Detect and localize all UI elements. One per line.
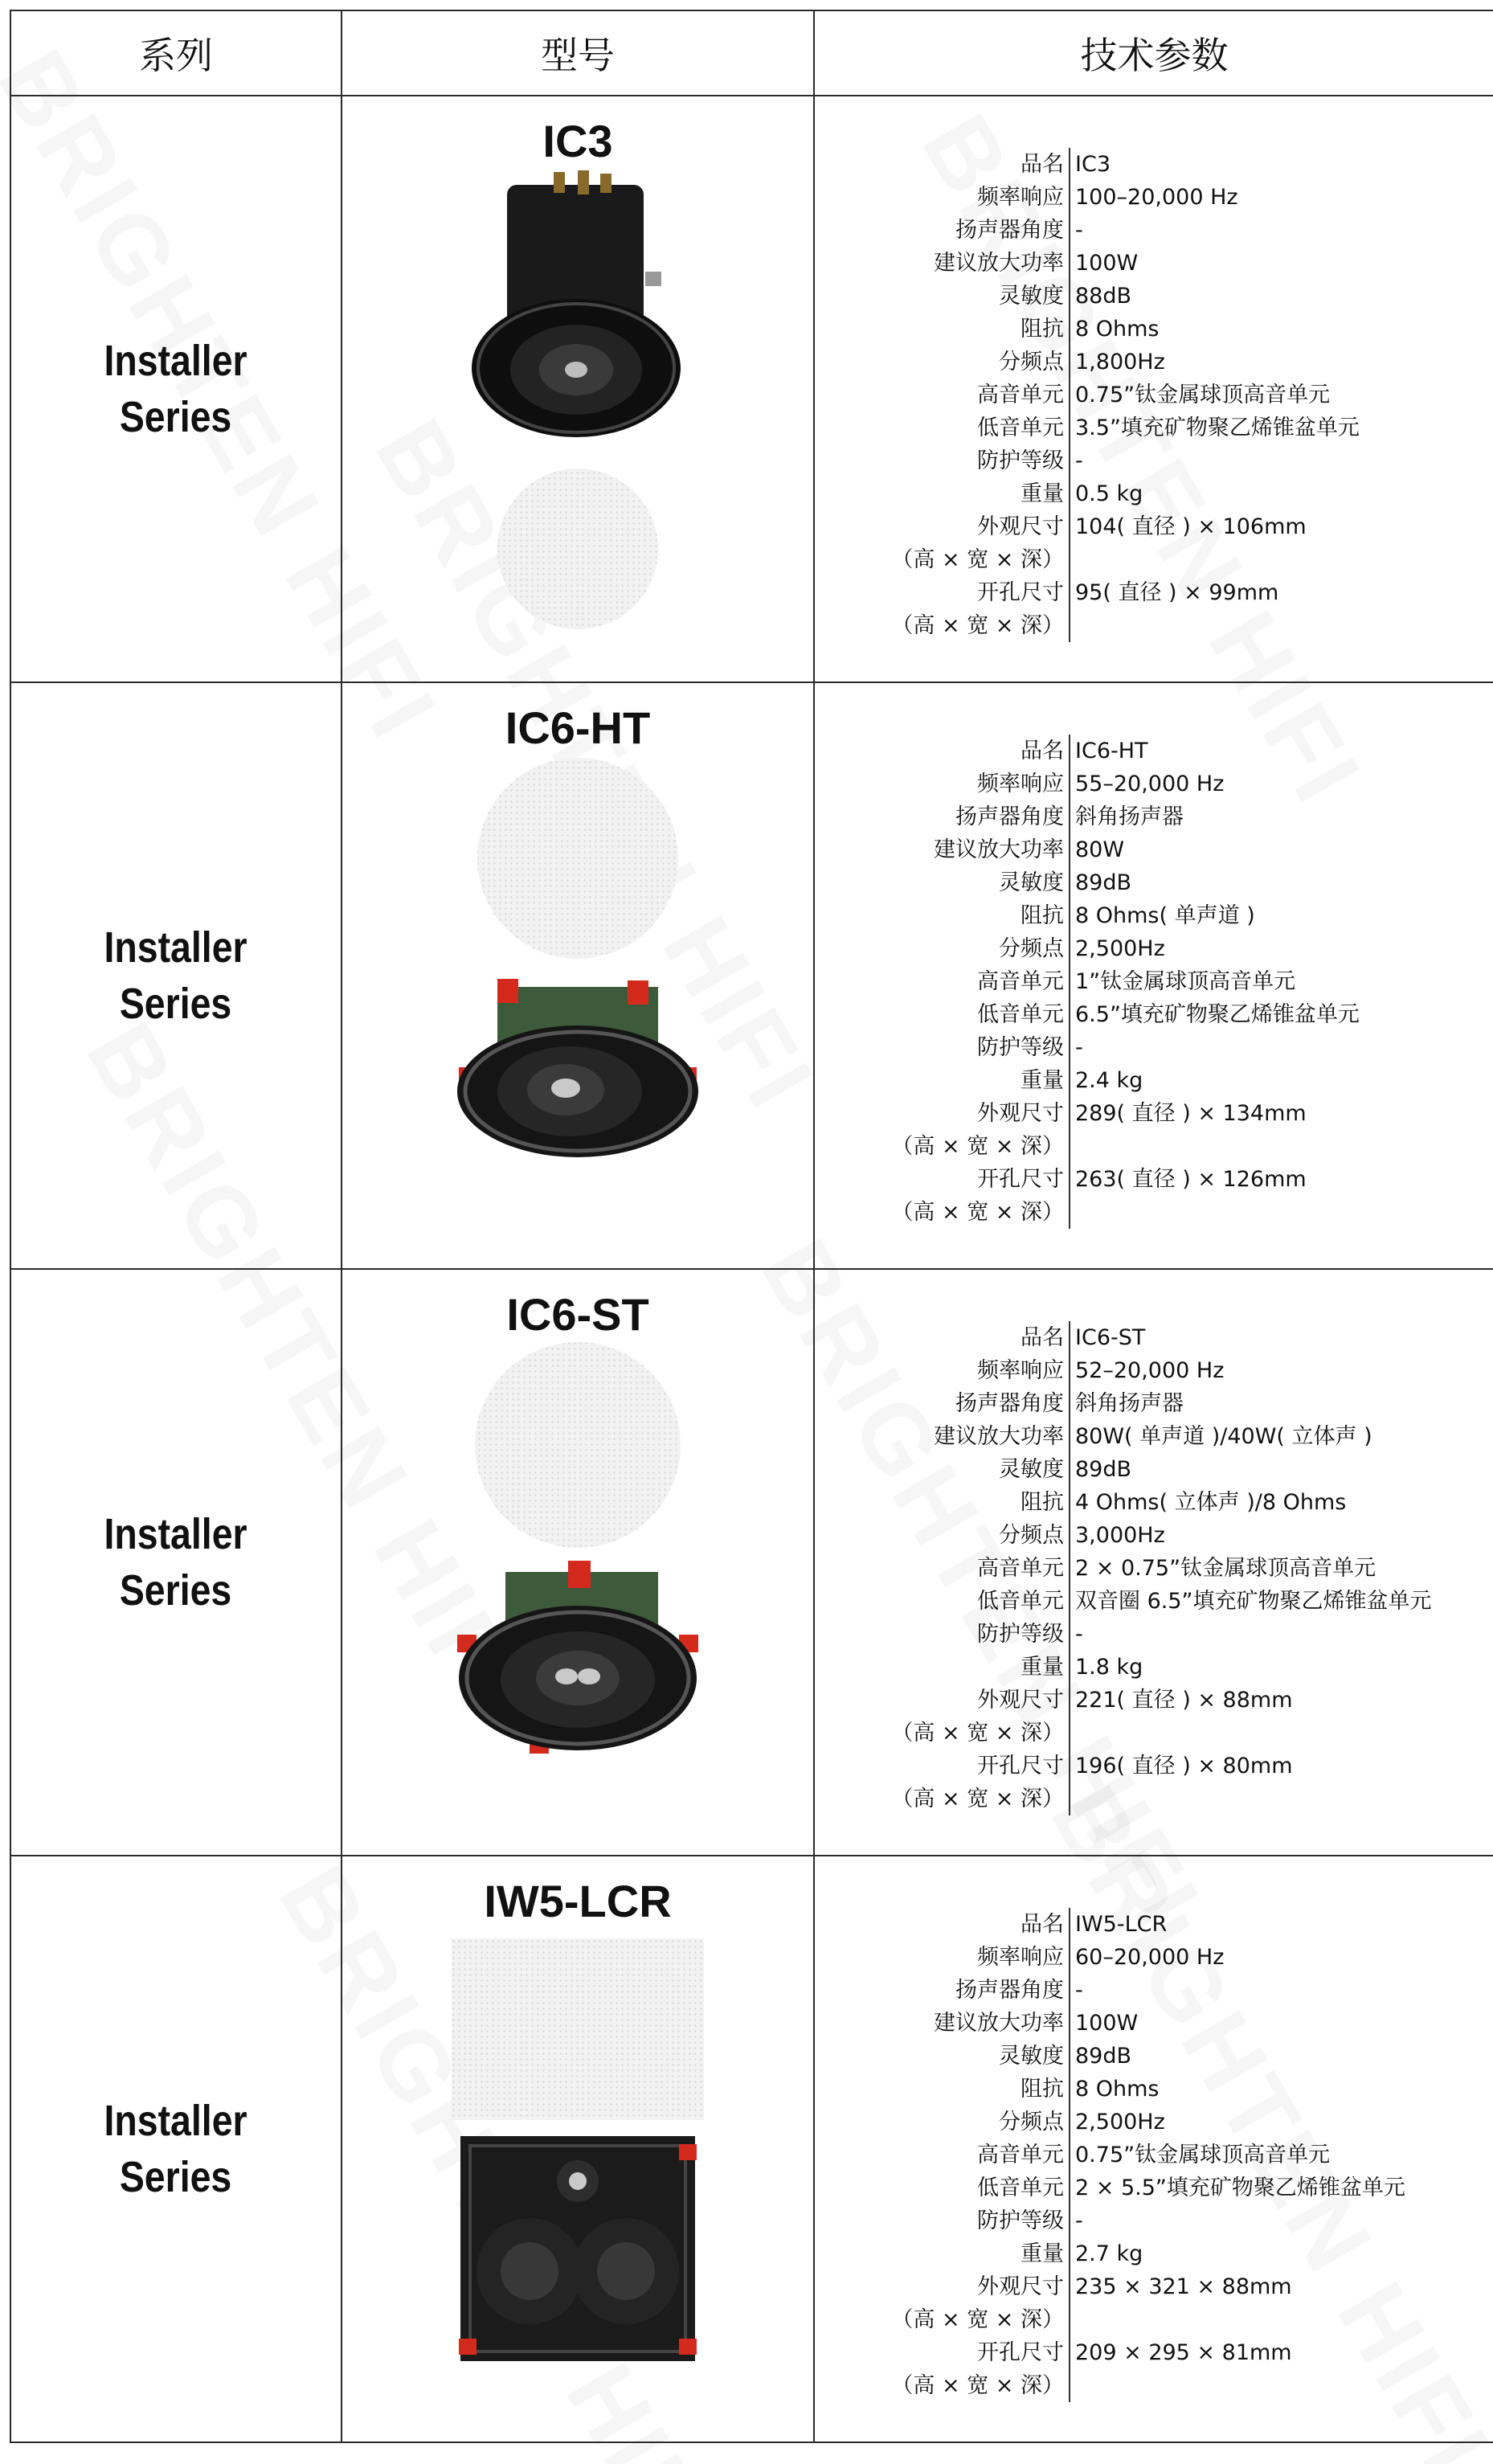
- spec-label: 防护等级: [815, 2204, 1070, 2237]
- spec-value: 2 × 5.5”填充矿物聚乙烯锥盆单元: [1075, 2175, 1405, 2200]
- spec-value: 4 Ohms( 立体声 )/8 Ohms: [1075, 1490, 1347, 1515]
- spec-label: 高音单元: [815, 1552, 1070, 1585]
- spec-value: 289( 直径 ) × 134mm: [1075, 1101, 1307, 1126]
- spec-label: 分频点: [815, 2106, 1070, 2139]
- spec-value: 1,800Hz: [1075, 350, 1165, 375]
- spec-label: 建议放大功率: [815, 2007, 1070, 2040]
- spec-value: 1.8 kg: [1075, 1655, 1143, 1680]
- spec-label: 频率响应: [815, 1354, 1070, 1387]
- spec-label: 外观尺寸 （高 × 宽 × 深）: [815, 510, 1070, 576]
- spec-value: -: [1075, 448, 1083, 473]
- spec-value: 89dB: [1075, 1457, 1132, 1482]
- spec-label: 重量: [815, 2237, 1070, 2270]
- spec-label: 开孔尺寸 （高 × 宽 × 深）: [815, 1750, 1070, 1815]
- series-name: Installer Series: [104, 923, 248, 1028]
- spec-table: [10, 10, 1493, 2443]
- spec-value: 80W: [1075, 837, 1125, 862]
- spec-label: 开孔尺寸 （高 × 宽 × 深）: [815, 2336, 1070, 2402]
- spec-label: 扬声器角度: [815, 800, 1070, 833]
- spec-value: 6.5”填充矿物聚乙烯锥盆单元: [1075, 1002, 1360, 1027]
- table-row: [10, 682, 1493, 1269]
- spec-label: 扬声器角度: [815, 1387, 1070, 1420]
- spec-label: 高音单元: [815, 965, 1070, 998]
- spec-value: 2,500Hz: [1075, 936, 1165, 961]
- spec-value: 89dB: [1075, 2044, 1132, 2069]
- table-row: [10, 1269, 1493, 1856]
- spec-value: 2.4 kg: [1075, 1068, 1143, 1093]
- model-cell: [342, 1856, 814, 2442]
- spec-label: 建议放大功率: [815, 247, 1070, 280]
- spec-value: -: [1075, 1035, 1083, 1060]
- spec-value: 0.75”钛金属球顶高音单元: [1075, 2143, 1331, 2167]
- model-name: IC6-ST: [506, 1289, 649, 1340]
- spec-value: 2,500Hz: [1075, 2110, 1165, 2135]
- in-wall-lcr-speaker-icon: [449, 2128, 706, 2369]
- spec-value: 104( 直径 ) × 106mm: [1075, 514, 1307, 539]
- spec-value: 60–20,000 Hz: [1075, 1945, 1225, 1970]
- spec-label: 低音单元: [815, 2171, 1070, 2204]
- spec-label: 阻抗: [815, 1486, 1070, 1519]
- spec-label: 品名: [815, 1908, 1070, 1941]
- spec-label: 阻抗: [815, 899, 1070, 932]
- spec-label: 灵敏度: [815, 1453, 1070, 1486]
- model-name: IC3: [542, 116, 613, 166]
- model-cell: [342, 1269, 814, 1856]
- spec-value: 209 × 295 × 81mm: [1075, 2340, 1292, 2365]
- spec-value: 斜角扬声器: [1075, 1391, 1184, 1416]
- spec-label: 分频点: [815, 346, 1070, 379]
- spec-label: 外观尺寸 （高 × 宽 × 深）: [815, 1097, 1070, 1163]
- angled-ceiling-speaker-icon: [449, 971, 706, 1164]
- spec-label: 低音单元: [815, 411, 1070, 444]
- spec-label: 重量: [815, 1651, 1070, 1684]
- spec-label: 分频点: [815, 932, 1070, 965]
- spec-value: 双音圈 6.5”填充矿物聚乙烯锥盆单元: [1075, 1589, 1432, 1614]
- spec-label: 阻抗: [815, 2073, 1070, 2106]
- spec-list: [815, 735, 1493, 1229]
- spec-value: 3.5”填充矿物聚乙烯锥盆单元: [1075, 415, 1360, 440]
- spec-value: 52–20,000 Hz: [1075, 1358, 1225, 1383]
- model-cell: [342, 682, 814, 1269]
- spec-label: 分频点: [815, 1519, 1070, 1552]
- spec-value: -: [1075, 2208, 1083, 2233]
- square-grille-icon: [445, 1927, 710, 2128]
- spec-value: IW5-LCR: [1075, 1912, 1168, 1937]
- header-series: 系列: [10, 10, 342, 96]
- spec-value: 8 Ohms( 单声道 ): [1075, 903, 1255, 928]
- spec-label: 品名: [815, 1321, 1070, 1354]
- round-grille-icon: [469, 754, 686, 971]
- spec-label: 防护等级: [815, 444, 1070, 477]
- spec-value: 80W( 单声道 )/40W( 立体声 ): [1075, 1424, 1372, 1449]
- table-row: [10, 1856, 1493, 2442]
- specs-cell: [814, 96, 1493, 682]
- ceiling-speaker-can-icon: [457, 167, 698, 465]
- header-specs: 技术参数: [814, 10, 1493, 96]
- series-name: Installer Series: [104, 2097, 248, 2201]
- spec-value: 100W: [1075, 251, 1139, 276]
- spec-label: 频率响应: [815, 181, 1070, 214]
- spec-value: 263( 直径 ) × 126mm: [1075, 1167, 1307, 1192]
- spec-label: 防护等级: [815, 1031, 1070, 1064]
- spec-value: IC6-ST: [1075, 1325, 1146, 1350]
- spec-label: 品名: [815, 735, 1070, 767]
- spec-value: IC6-HT: [1075, 739, 1148, 763]
- spec-list: [815, 1908, 1493, 2402]
- spec-value: 88dB: [1075, 284, 1132, 309]
- spec-value: 8 Ohms: [1075, 317, 1160, 342]
- spec-value: 55–20,000 Hz: [1075, 772, 1225, 796]
- series-name: Installer Series: [104, 337, 248, 441]
- spec-label: 低音单元: [815, 998, 1070, 1031]
- spec-value: 89dB: [1075, 870, 1132, 895]
- table-header-row: [10, 10, 1493, 96]
- spec-label: 重量: [815, 477, 1070, 510]
- spec-label: 扬声器角度: [815, 214, 1070, 247]
- table-row: [10, 96, 1493, 682]
- round-grille-icon: [465, 1340, 690, 1557]
- header-model: 型号: [342, 10, 814, 96]
- spec-value: 3,000Hz: [1075, 1523, 1165, 1548]
- series-cell: [10, 1856, 342, 2442]
- spec-label: 灵敏度: [815, 280, 1070, 313]
- spec-value: -: [1075, 218, 1083, 243]
- spec-value: IC3: [1075, 152, 1111, 177]
- spec-value: 2.7 kg: [1075, 2241, 1143, 2266]
- spec-label: 外观尺寸 （高 × 宽 × 深）: [815, 2270, 1070, 2336]
- spec-value: 95( 直径 ) × 99mm: [1075, 580, 1279, 605]
- model-name: IW5-LCR: [484, 1876, 672, 1926]
- spec-label: 开孔尺寸 （高 × 宽 × 深）: [815, 576, 1070, 642]
- spec-value: 100W: [1075, 2011, 1139, 2036]
- spec-value: 1”钛金属球顶高音单元: [1075, 969, 1296, 994]
- series-cell: [10, 1269, 342, 1856]
- spec-value: 0.5 kg: [1075, 481, 1143, 506]
- model-name: IC6-HT: [505, 702, 651, 753]
- spec-value: 8 Ohms: [1075, 2077, 1160, 2102]
- spec-value: 196( 直径 ) × 80mm: [1075, 1754, 1293, 1778]
- spec-label: 防护等级: [815, 1618, 1070, 1651]
- spec-value: 221( 直径 ) × 88mm: [1075, 1688, 1293, 1713]
- specs-cell: [814, 682, 1493, 1269]
- series-cell: [10, 682, 342, 1269]
- spec-list: [815, 1321, 1493, 1815]
- spec-value: -: [1075, 1622, 1083, 1647]
- spec-value: 斜角扬声器: [1075, 804, 1184, 829]
- spec-list: [815, 148, 1493, 642]
- spec-label: 外观尺寸 （高 × 宽 × 深）: [815, 1684, 1070, 1750]
- spec-label: 频率响应: [815, 1941, 1070, 1974]
- spec-value: 100–20,000 Hz: [1075, 185, 1238, 210]
- specs-cell: [814, 1856, 1493, 2442]
- model-cell: [342, 96, 814, 682]
- spec-label: 建议放大功率: [815, 833, 1070, 866]
- dual-tweeter-ceiling-speaker-icon: [449, 1557, 706, 1758]
- spec-label: 灵敏度: [815, 2040, 1070, 2073]
- spec-label: 品名: [815, 148, 1070, 181]
- spec-label: 高音单元: [815, 379, 1070, 411]
- specs-cell: [814, 1269, 1493, 1856]
- spec-label: 扬声器角度: [815, 1974, 1070, 2007]
- spec-label: 阻抗: [815, 313, 1070, 346]
- series-name: Installer Series: [104, 1510, 248, 1615]
- spec-label: 频率响应: [815, 767, 1070, 800]
- spec-value: 235 × 321 × 88mm: [1075, 2274, 1292, 2299]
- series-cell: [10, 96, 342, 682]
- spec-value: 0.75”钛金属球顶高音单元: [1075, 383, 1331, 407]
- spec-label: 低音单元: [815, 1585, 1070, 1618]
- round-grille-icon: [473, 465, 682, 633]
- spec-label: 重量: [815, 1064, 1070, 1097]
- spec-label: 灵敏度: [815, 866, 1070, 899]
- spec-value: -: [1075, 1978, 1083, 2003]
- spec-label: 高音单元: [815, 2139, 1070, 2171]
- spec-value: 2 × 0.75”钛金属球顶高音单元: [1075, 1556, 1376, 1581]
- spec-label: 建议放大功率: [815, 1420, 1070, 1453]
- spec-label: 开孔尺寸 （高 × 宽 × 深）: [815, 1163, 1070, 1229]
